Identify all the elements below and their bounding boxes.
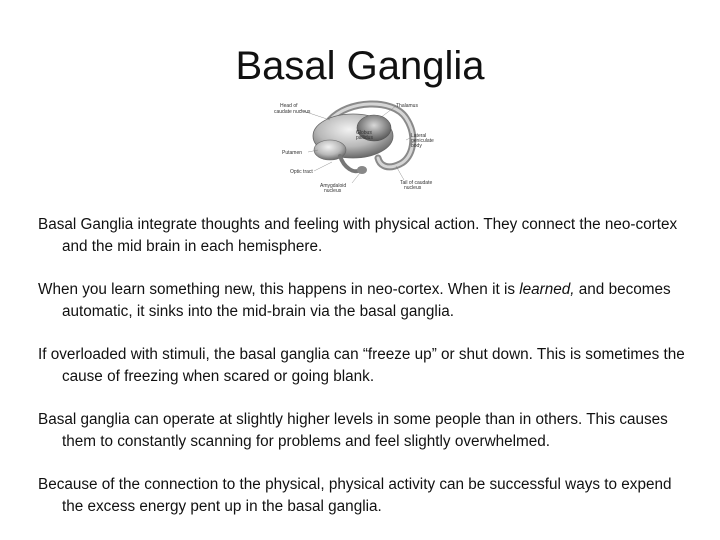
label-thalamus: Thalamus <box>396 103 418 109</box>
learned-emphasis: learned, <box>519 281 575 298</box>
label-lateral-1: Lateral <box>411 133 427 139</box>
label-optic-tract: Optic tract <box>290 169 313 175</box>
label-head-caudate-1: Head of <box>280 103 298 109</box>
label-tail-caudate-1: Tail of caudate <box>400 180 433 186</box>
brain-illustration-icon <box>268 98 448 198</box>
slide-title: Basal Ganglia <box>235 44 485 88</box>
slide-body <box>38 214 688 518</box>
paragraph-integrate: Basal Ganglia integrate thoughts and feeling with physical action. They connect the neo-cortex and the mid brain in each hemisphere. <box>38 216 678 255</box>
paragraph-learn-part-a: When you learn something new, this happens in neo-cortex. When it is <box>38 281 520 298</box>
label-head-caudate-2: caudate nucleus <box>274 109 311 115</box>
label-tail-caudate-2: nucleus <box>404 185 422 191</box>
label-lateral-2: geniculate <box>411 138 434 144</box>
paragraph-learn <box>38 279 688 323</box>
label-amygdaloid-2: nucleus <box>324 188 342 194</box>
paragraph-learn-part-b: and becomes automatic, it sinks into the mid-brain via the basal ganglia. <box>62 281 671 320</box>
basal-ganglia-diagram <box>268 98 448 198</box>
label-globus-2: pallidus <box>356 135 373 141</box>
label-lateral-3: body <box>411 143 422 149</box>
label-putamen: Putamen <box>282 150 303 156</box>
paragraph-overload: If overloaded with stimuli, the basal ganglia can “freeze up” or shut down. This is sometimes the cause of freezing when scared or going blank. <box>38 346 685 385</box>
label-amygdaloid-1: Amygdaloid <box>320 183 347 189</box>
label-globus-1: Globus <box>356 130 372 136</box>
paragraph-physical: Because of the connection to the physical, physical activity can be successful ways to expend the excess energy pent up in the basal ganglia. <box>38 476 672 515</box>
paragraph-levels: Basal ganglia can operate at slightly higher levels in some people than in others. This causes them to constantly scanning for problems and feel slightly overwhelmed. <box>38 411 668 450</box>
